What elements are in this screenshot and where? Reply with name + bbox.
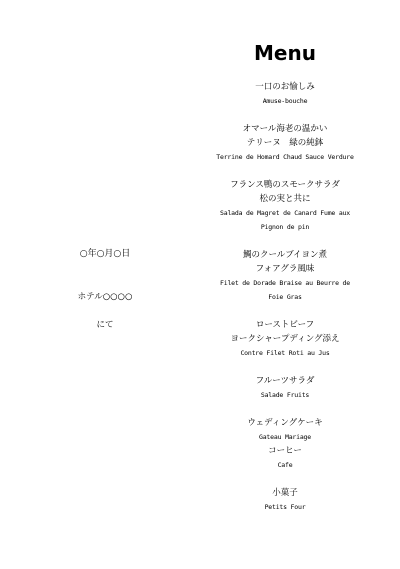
course-line: Salade Fruits	[260, 391, 310, 399]
course-line: Filet de Dorade Braise au Beurre de	[220, 279, 350, 287]
event-location-particle: にて	[96, 320, 114, 330]
course-line: Salada de Magret de Canard Fume aux	[220, 209, 350, 217]
course-line: コーヒー	[268, 446, 302, 456]
course-petits-fours	[200, 486, 370, 514]
course-line: フランス鴨のスモークサラダ	[230, 180, 340, 190]
course-line: フォアグラ風味	[255, 264, 315, 274]
course-line: Foie Gras	[268, 293, 302, 301]
course-line: 鯛のクールブイヨン煮	[242, 250, 328, 260]
course-line: フルーツサラダ	[255, 376, 315, 386]
course-cake-coffee	[200, 416, 370, 472]
course-duck-salad	[200, 178, 370, 234]
menu-title: Menu	[254, 41, 316, 65]
course-line: オマール海老の温かい	[242, 124, 328, 134]
course-line: Petits Four	[264, 503, 306, 511]
event-venue: ホテル○○○○	[77, 292, 133, 302]
course-line: ヨークシャープディング添え	[230, 334, 340, 344]
course-line: Contre Filet Roti au Jus	[240, 349, 330, 357]
course-amuse	[200, 80, 370, 108]
course-line: 一口のお愉しみ	[255, 82, 315, 92]
course-terrine	[200, 122, 370, 164]
course-line: Terrine de Homard Chaud Sauce Verdure	[216, 153, 354, 161]
course-roast-beef	[200, 318, 370, 360]
course-line: Pignon de pin	[260, 223, 310, 231]
course-line: テリーヌ 緑の純鉢	[246, 138, 324, 148]
course-line: ローストビーフ	[255, 320, 315, 330]
event-date: ○年○月○日	[79, 249, 131, 259]
course-line: 小菓子	[272, 488, 298, 498]
course-line: Cafe	[277, 461, 293, 469]
course-line: Gateau Mariage	[259, 433, 311, 441]
course-fruit-salad	[200, 374, 370, 402]
course-line: ウェディングケーキ	[247, 418, 323, 428]
course-line: Amuse-bouche	[262, 97, 308, 105]
course-line: 松の実と共に	[259, 194, 311, 204]
course-sea-bream	[200, 248, 370, 304]
course-list	[200, 80, 370, 528]
